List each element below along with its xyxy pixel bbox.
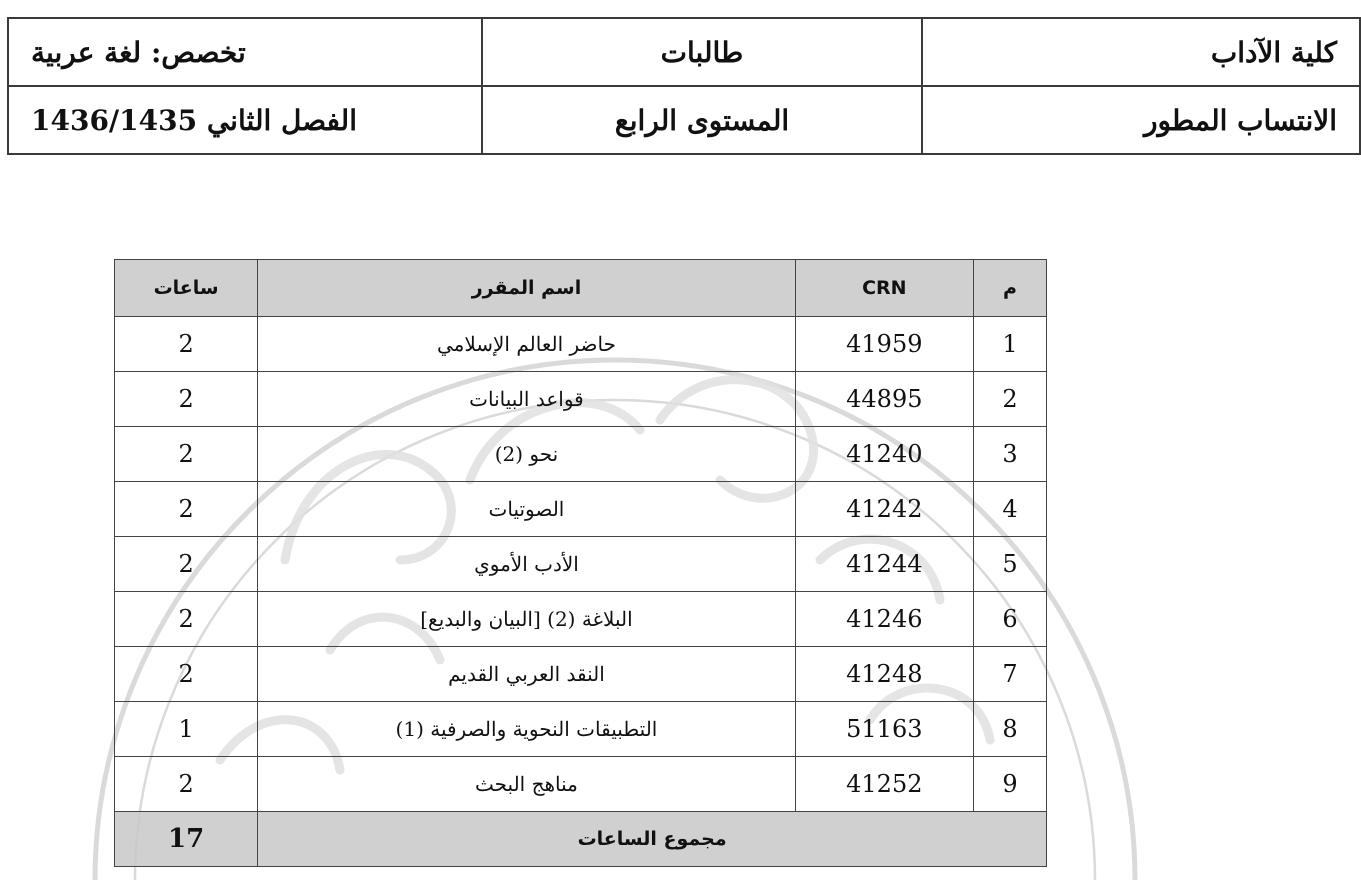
row-crn: 41248 [795,647,973,702]
row-course-name: التطبيقات النحوية والصرفية (1) [258,702,796,757]
table-row [115,317,1047,372]
header-row-2 [8,86,1360,154]
row-num: 2 [973,372,1046,427]
column-header-crn: CRN [795,260,973,317]
table-row [115,372,1047,427]
row-hours: 2 [115,537,258,592]
header-row-1 [8,18,1360,86]
program-cell: الانتساب المطور [922,86,1360,154]
column-header-num: م [973,260,1046,317]
row-course-name: نحو (2) [258,427,796,482]
table-row [115,427,1047,482]
row-hours: 1 [115,702,258,757]
table-row [115,702,1047,757]
row-num: 8 [973,702,1046,757]
row-num: 4 [973,482,1046,537]
semester-cell: الفصل الثاني 1436/1435 [8,86,482,154]
row-num: 6 [973,592,1046,647]
total-hours-value: 17 [115,812,258,867]
header-table [7,17,1361,155]
row-hours: 2 [115,317,258,372]
row-hours: 2 [115,482,258,537]
level-cell: المستوى الرابع [482,86,922,154]
row-crn: 41246 [795,592,973,647]
row-hours: 2 [115,592,258,647]
major-cell: تخصص: لغة عربية [8,18,482,86]
row-crn: 41252 [795,757,973,812]
table-row [115,757,1047,812]
row-crn: 41244 [795,537,973,592]
row-num: 1 [973,317,1046,372]
row-course-name: الصوتيات [258,482,796,537]
row-crn: 41240 [795,427,973,482]
total-hours-label: مجموع الساعات [258,812,1047,867]
total-row [115,812,1047,867]
row-num: 7 [973,647,1046,702]
row-course-name: قواعد البيانات [258,372,796,427]
row-course-name: البلاغة (2) [البيان والبديع] [258,592,796,647]
row-num: 3 [973,427,1046,482]
students-cell: طالبات [482,18,922,86]
table-row [115,592,1047,647]
row-course-name: مناهج البحث [258,757,796,812]
column-header-hours: ساعات [115,260,258,317]
college-cell: كلية الآداب [922,18,1360,86]
row-crn: 41959 [795,317,973,372]
table-row [115,482,1047,537]
row-num: 9 [973,757,1046,812]
row-hours: 2 [115,372,258,427]
row-crn: 41242 [795,482,973,537]
row-crn: 51163 [795,702,973,757]
row-num: 5 [973,537,1046,592]
row-course-name: حاضر العالم الإسلامي [258,317,796,372]
row-course-name: النقد العربي القديم [258,647,796,702]
row-hours: 2 [115,647,258,702]
row-crn: 44895 [795,372,973,427]
column-header-name: اسم المقرر [258,260,796,317]
table-header-row [115,260,1047,317]
row-course-name: الأدب الأموي [258,537,796,592]
courses-table [114,259,1047,867]
row-hours: 2 [115,757,258,812]
table-row [115,647,1047,702]
row-hours: 2 [115,427,258,482]
table-row [115,537,1047,592]
